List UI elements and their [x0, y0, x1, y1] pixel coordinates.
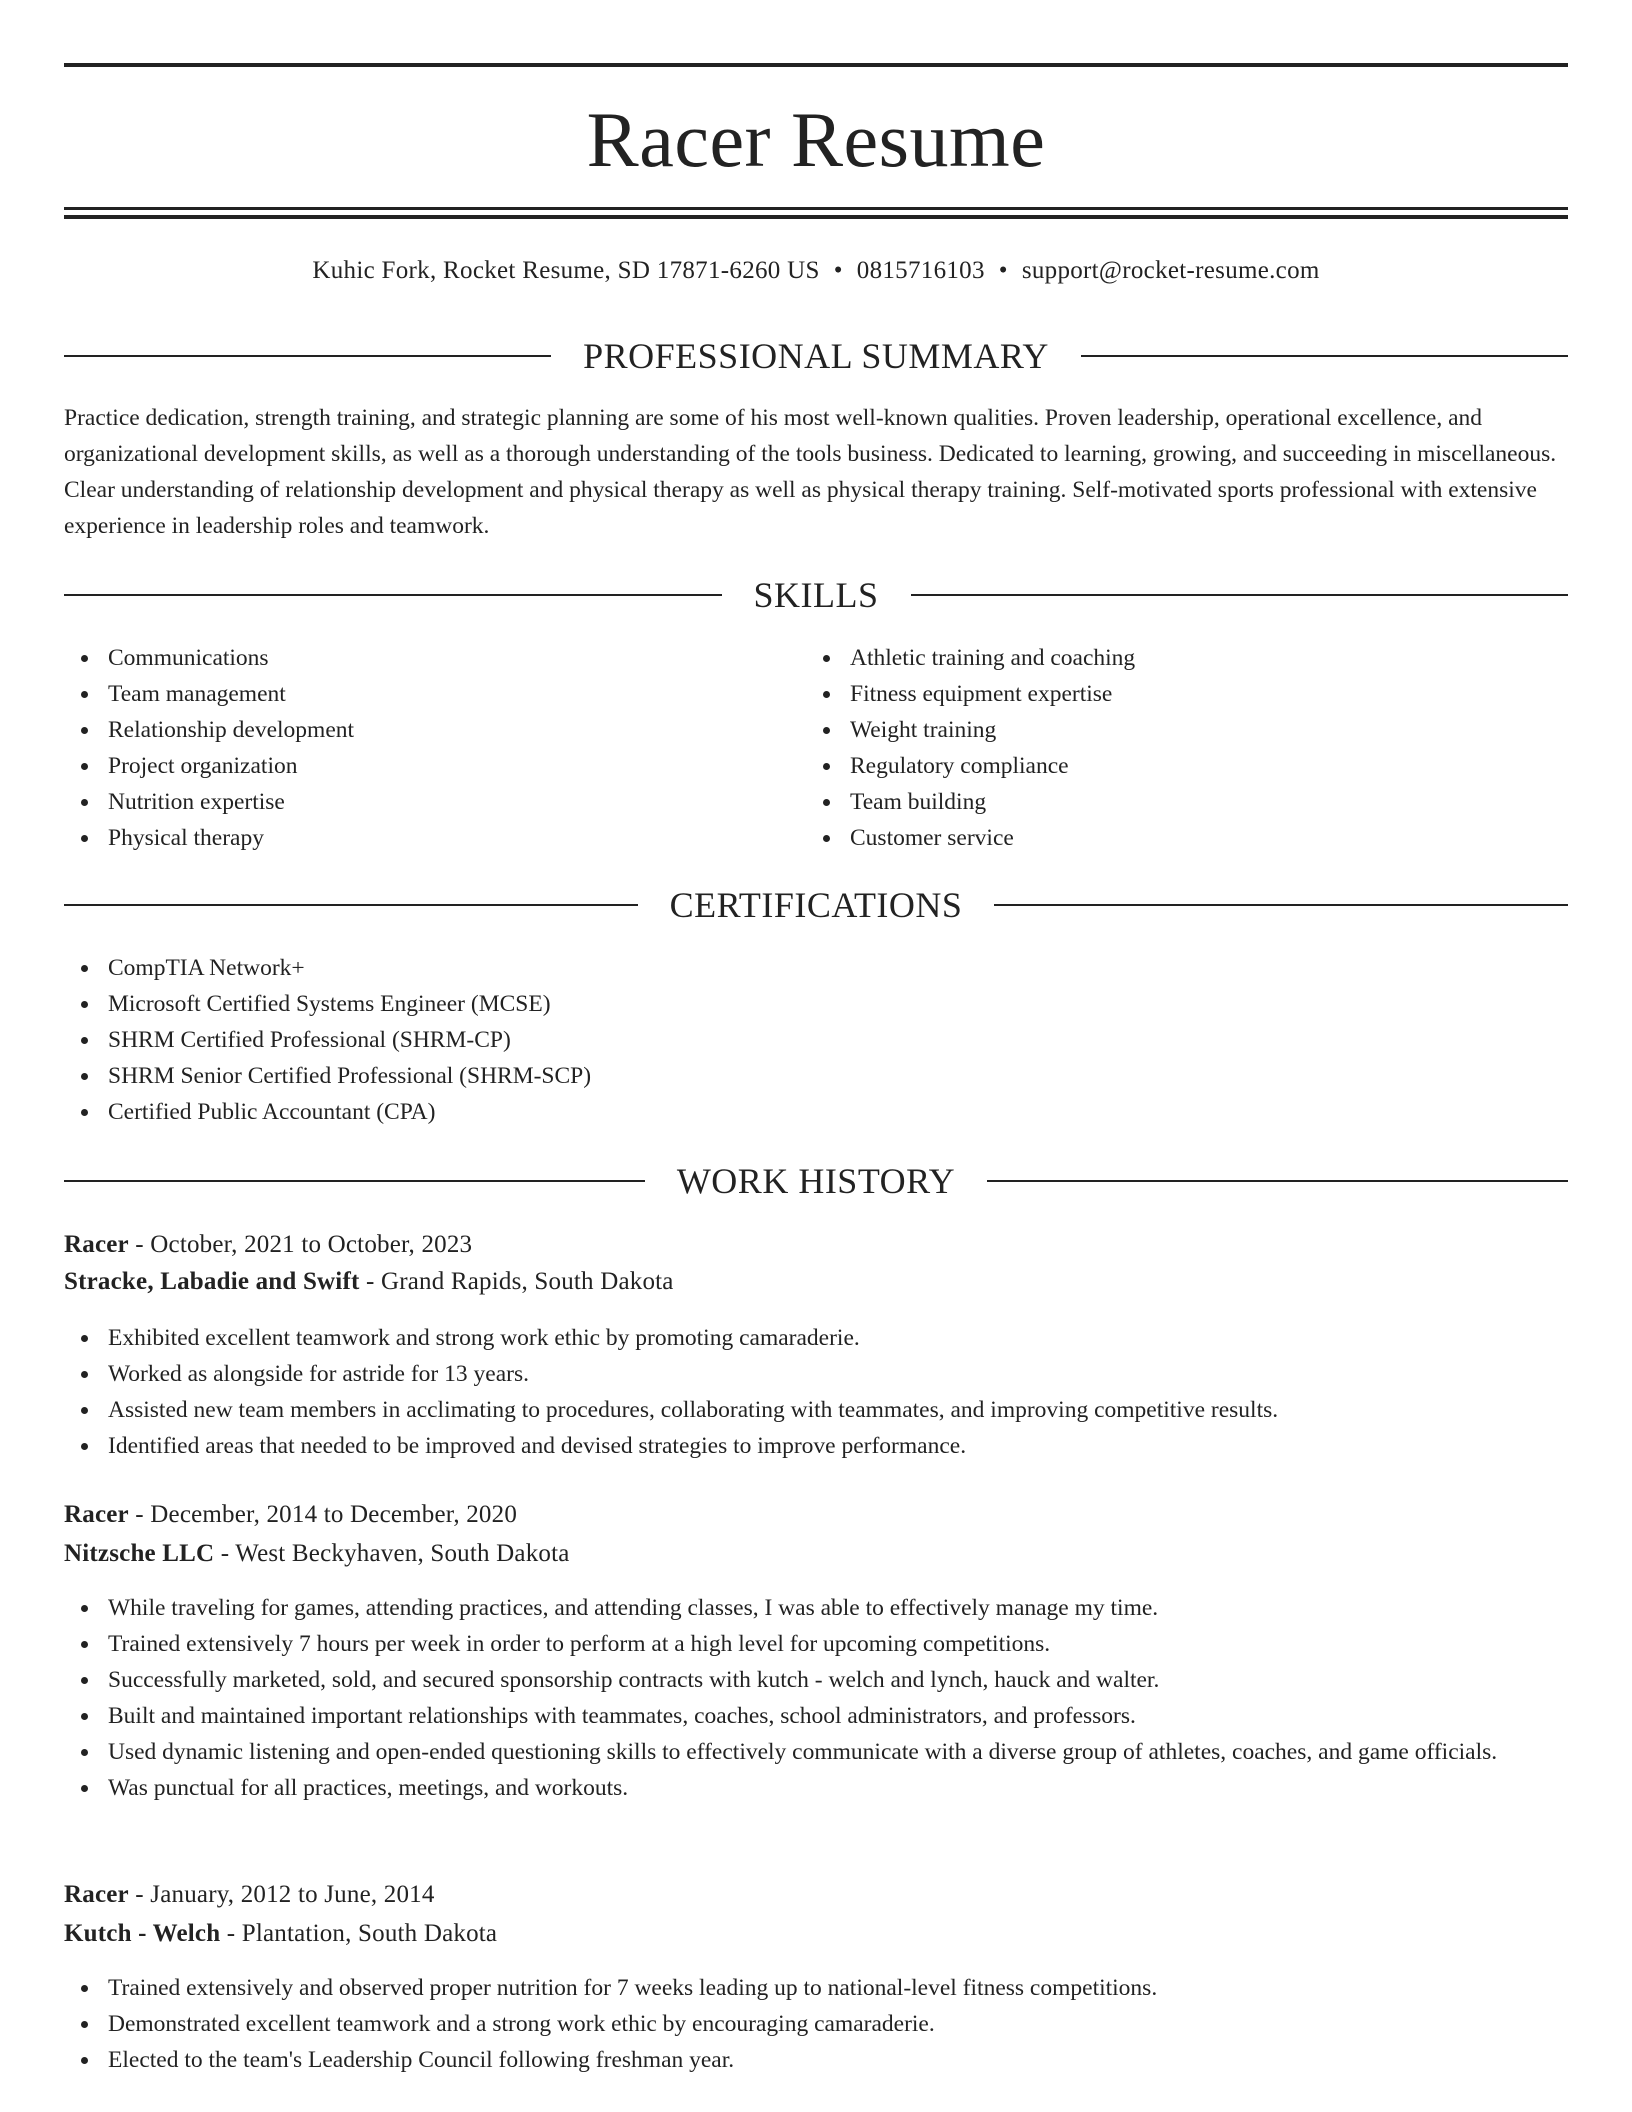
job-title-line — [64, 1497, 1568, 1533]
list-item: Project organization — [64, 748, 804, 784]
job-location: - West Beckyhaven, South Dakota — [214, 1540, 570, 1567]
certifications-list — [64, 950, 1568, 1130]
list-item: While traveling for games, attending practices, and attending classes, I was able to effectively manage my time. — [64, 1590, 1568, 1626]
job-title: Racer — [64, 1881, 129, 1908]
list-item: Relationship development — [64, 712, 804, 748]
list-item: CompTIA Network+ — [64, 950, 1568, 986]
list-item: Identified areas that needed to be improved and devised strategies to improve performance. — [64, 1428, 1568, 1464]
section-heading-summary — [64, 334, 1568, 378]
list-item: Microsoft Certified Systems Engineer (MCSE) — [64, 986, 1568, 1022]
heading-rule — [64, 904, 638, 906]
list-item: Regulatory compliance — [806, 748, 1568, 784]
list-item: Successfully marketed, sold, and secured sponsorship contracts with kutch - welch and lynch, hauck and walter. — [64, 1662, 1568, 1698]
heading-rule — [64, 1180, 645, 1182]
list-item: Team management — [64, 676, 804, 712]
list-item: Trained extensively and observed proper nutrition for 7 weeks leading up to national-level fitness competitions. — [64, 1970, 1568, 2006]
section-title: PROFESSIONAL SUMMARY — [583, 336, 1049, 376]
list-item: Worked as alongside for astride for 13 years. — [64, 1356, 1568, 1392]
list-item: Fitness equipment expertise — [806, 676, 1568, 712]
section-heading-certifications — [64, 883, 1568, 927]
section-title: WORK HISTORY — [676, 1161, 956, 1201]
list-item: Demonstrated excellent teamwork and a strong work ethic by encouraging camaraderie. — [64, 2006, 1568, 2042]
job-dates: - January, 2012 to June, 2014 — [128, 1881, 435, 1908]
contact-line — [64, 254, 1568, 288]
heading-rule — [994, 904, 1568, 906]
contact-address: Kuhic Fork, Rocket Resume, SD 17871-6260 US — [312, 257, 820, 284]
job-bullets — [64, 1320, 1568, 1464]
separator-dot: • — [833, 257, 843, 284]
section-title: CERTIFICATIONS — [669, 885, 963, 925]
list-item: Team building — [806, 784, 1568, 820]
job-dates: - December, 2014 to December, 2020 — [128, 1501, 518, 1528]
list-item: Weight training — [806, 712, 1568, 748]
section-heading-skills — [64, 573, 1568, 617]
contact-email: support@rocket-resume.com — [1021, 257, 1320, 284]
list-item: Was punctual for all practices, meetings, and workouts. — [64, 1770, 1568, 1806]
list-item: SHRM Senior Certified Professional (SHRM-SCP) — [64, 1058, 1568, 1094]
list-item: Used dynamic listening and open-ended questioning skills to effectively communicate with a diverse group of athletes, coaches, and game officials. — [64, 1734, 1568, 1770]
heading-rule — [911, 594, 1569, 596]
list-item: SHRM Certified Professional (SHRM-CP) — [64, 1022, 1568, 1058]
job-title-line — [64, 1877, 1568, 1913]
job-location: - Grand Rapids, South Dakota — [359, 1268, 674, 1295]
separator-dot: • — [998, 257, 1008, 284]
job-company: Stracke, Labadie and Swift — [64, 1268, 360, 1295]
list-item: Certified Public Accountant (CPA) — [64, 1094, 1568, 1130]
skills-list-right — [806, 640, 1568, 856]
list-item: Assisted new team members in acclimating to procedures, collaborating with teammates, and improving competitive results. — [64, 1392, 1568, 1428]
job-company-line — [64, 1916, 1568, 1952]
section-heading-work-history — [64, 1159, 1568, 1203]
summary-text: Practice dedication, strength training, and strategic planning are some of his most well-known qualities. Proven leadership, operational excellence, and organizational development skills, as well as a thorough understanding of the tools business. Dedicated to learning, growing, and succeeding in miscellaneous. Clear understanding of relationship development and physical therapy as well as physical therapy training. Self-motivated sports professional with extensive experience in leadership roles and teamwork. — [64, 405, 1557, 539]
job-title: Racer — [64, 1231, 129, 1258]
list-item: Communications — [64, 640, 804, 676]
job-company: Nitzsche LLC — [64, 1540, 215, 1567]
job-title-line — [64, 1227, 1568, 1263]
list-item: Elected to the team's Leadership Council following freshman year. — [64, 2042, 1568, 2078]
list-item: Athletic training and coaching — [806, 640, 1568, 676]
job-dates: - October, 2021 to October, 2023 — [128, 1231, 473, 1258]
list-item: Physical therapy — [64, 820, 804, 856]
name-rule-upper — [64, 207, 1568, 210]
job-location: - Plantation, South Dakota — [220, 1920, 498, 1947]
heading-rule — [64, 594, 722, 596]
heading-rule — [987, 1180, 1568, 1182]
job-company-line — [64, 1264, 1568, 1300]
job-title: Racer — [64, 1501, 129, 1528]
resume-name: Racer Resume — [586, 96, 1046, 183]
name-rule-lower — [64, 215, 1568, 219]
contact-phone: 0815716103 — [856, 257, 985, 284]
list-item: Built and maintained important relationships with teammates, coaches, school administrators, and professors. — [64, 1698, 1568, 1734]
list-item: Customer service — [806, 820, 1568, 856]
top-rule — [64, 63, 1568, 67]
list-item: Nutrition expertise — [64, 784, 804, 820]
list-item: Trained extensively 7 hours per week in order to perform at a high level for upcoming competitions. — [64, 1626, 1568, 1662]
list-item: Exhibited excellent teamwork and strong work ethic by promoting camaraderie. — [64, 1320, 1568, 1356]
job-bullets — [64, 1590, 1568, 1806]
heading-rule — [64, 355, 551, 357]
job-company-line — [64, 1536, 1568, 1572]
skills-list-left — [64, 640, 804, 856]
job-bullets — [64, 1970, 1568, 2078]
heading-rule — [1081, 355, 1568, 357]
section-title: SKILLS — [753, 575, 879, 615]
job-company: Kutch - Welch — [64, 1920, 221, 1947]
